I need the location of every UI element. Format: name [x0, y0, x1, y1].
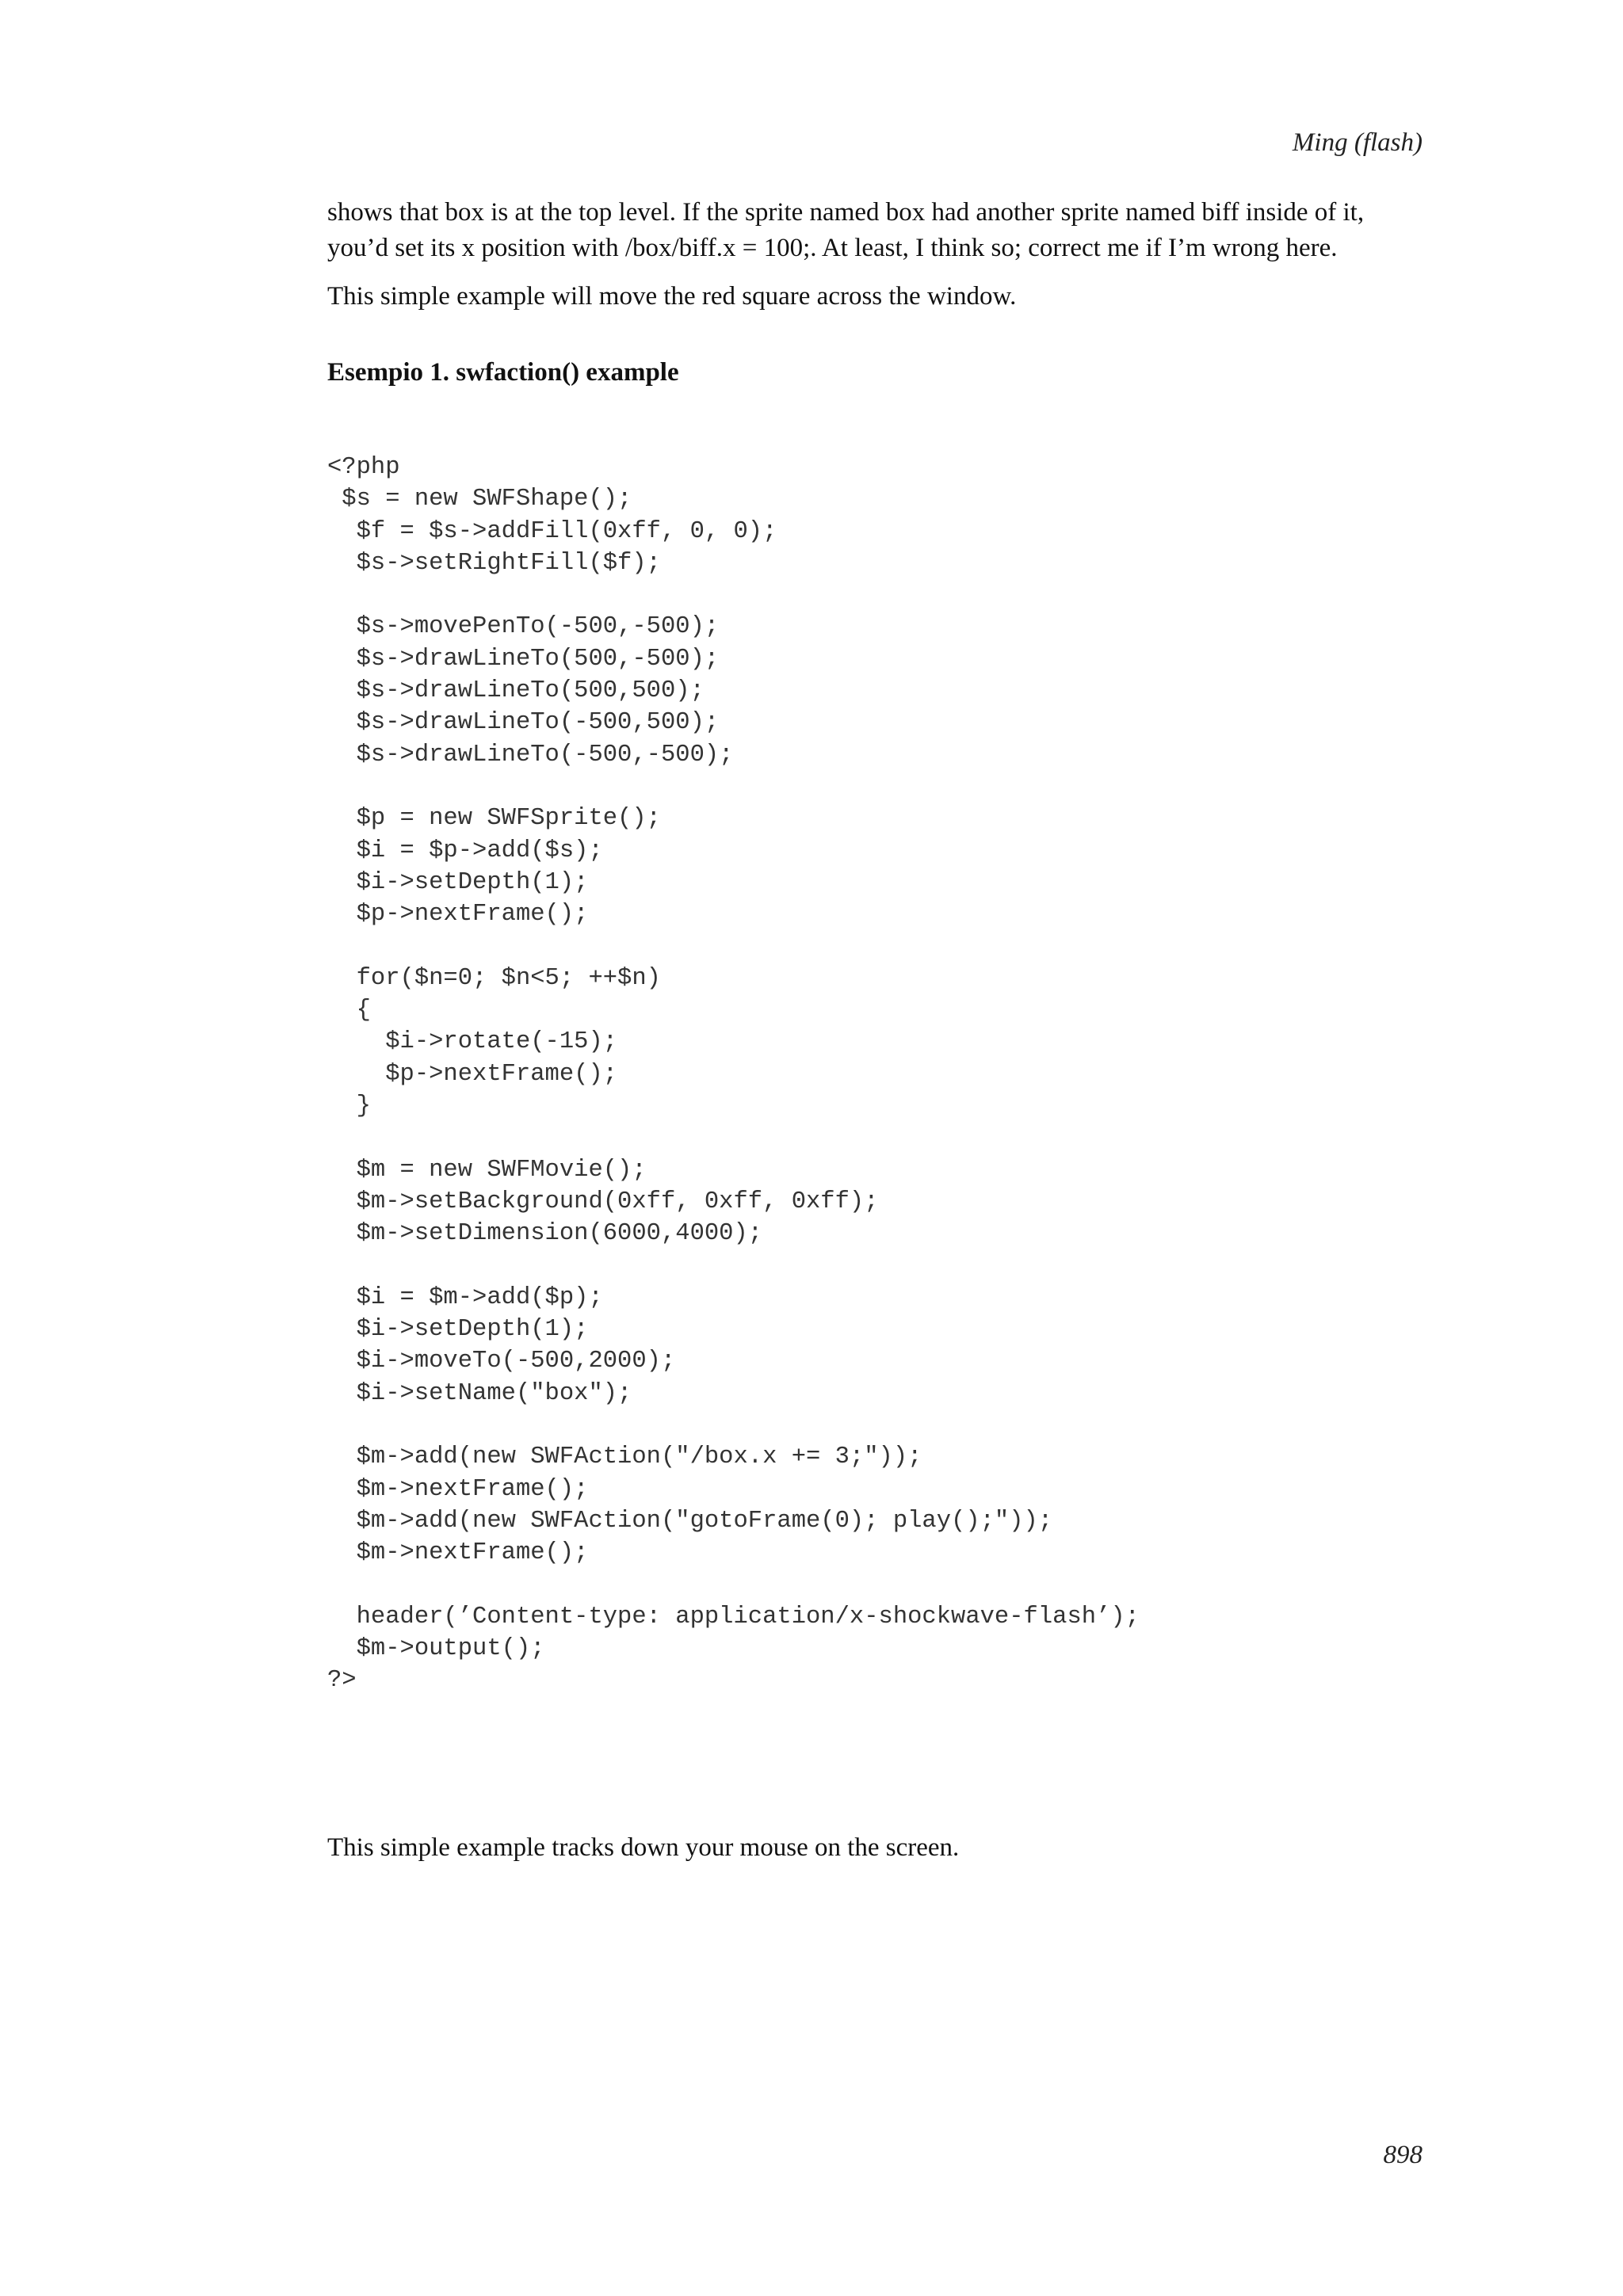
- page-number: 898: [1383, 2141, 1423, 2169]
- code-listing: <?php $s = new SWFShape(); $f = $s->addFill(0xff, 0, 0); $s->setRightFill($f); $s->movePenTo(-500,-500); $s->drawLineTo(500,-500); $s->drawLineTo(500,500); $s->drawLineTo(-500,500); $s->drawLineTo(-500,-500); $p = new SWFSprite(); $i = $p->add($s); $i->setDepth(1); $p->nextFrame(); for($n=0; $n<5; ++$n) { $i->rotate(-15); $p->nextFrame(); } $m = new SWFMovie(); $m->setBackground(0xff, 0xff, 0xff); $m->setDimension(6000,4000); $i = $m->add($p); $i->setDepth(1); $i->moveTo(-500,2000); $i->setName("box"); $m->add(new SWFAction("/box.x += 3;")); $m->nextFrame(); $m->add(new SWFAction("gotoFrame(0); play();")); $m->nextFrame(); header(’Content-type: application/x-shockwave-flash’); $m->output(); ?>: [327, 454, 1140, 1695]
- paragraph-mouse-tracking: This simple example tracks down your mouse on the screen.: [327, 1833, 960, 1862]
- paragraph-example-intro: This simple example will move the red square across the window.: [327, 282, 1017, 311]
- paragraph-box-level: shows that box is at the top level. If the sprite named box had another sprite named biff inside of it, you’d set its x position with /box/biff.x = 100;. At least, I think so; correct me if I’m wrong here.: [327, 198, 1365, 262]
- running-header: Ming (flash): [1292, 128, 1423, 157]
- example-title: Esempio 1. swfaction() example: [327, 358, 679, 387]
